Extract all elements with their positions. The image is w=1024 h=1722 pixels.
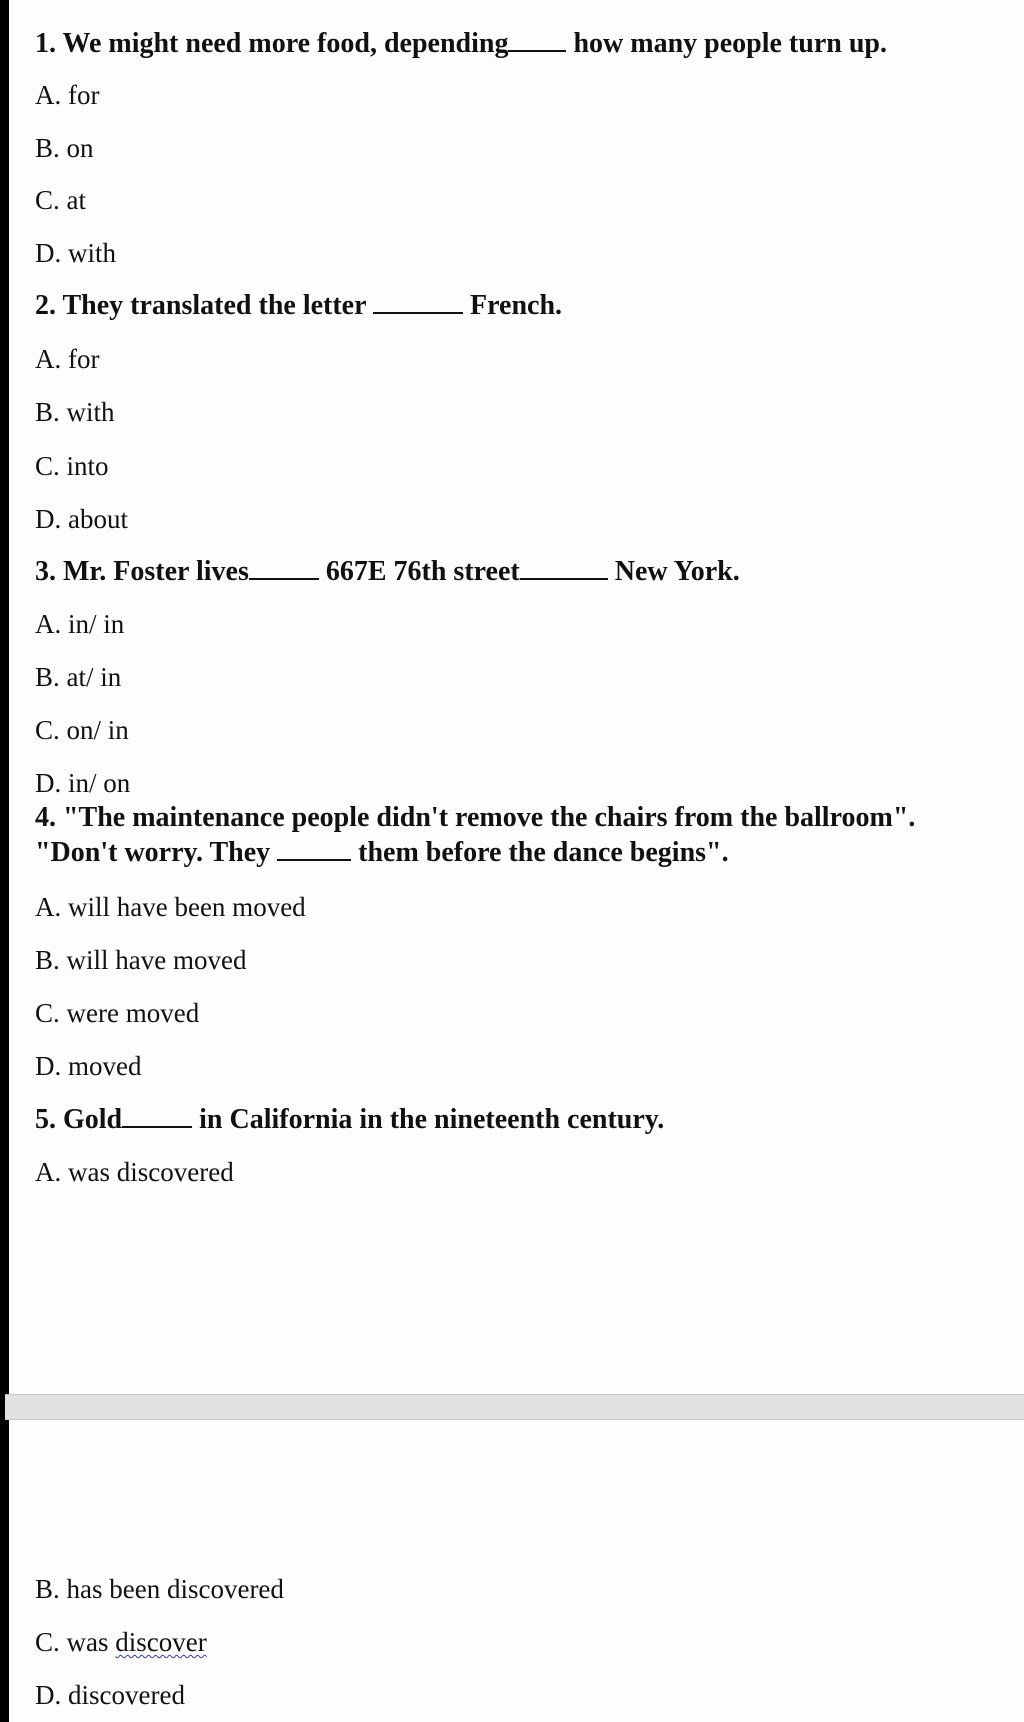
question-1-text-before: 1. We might need more food, depending [35,28,509,59]
question-3-blank-1 [249,556,319,580]
question-4-option-c: C. were moved [35,998,200,1028]
question-3-blank-2 [520,556,608,580]
question-4-blank [277,837,351,861]
question-3-text-middle: 667E 76th street [318,556,520,587]
question-2-text-after: French. [463,290,563,321]
question-5-option-c-text: C. was [35,1627,116,1657]
question-1-text-after: how many people turn up. [566,28,887,59]
question-4-option-a: A. will have been moved [35,892,306,922]
question-5-text-before: 5. Gold [35,1104,123,1135]
question-4-option-b: B. will have moved [35,945,247,975]
question-3-stem [35,556,740,588]
spellcheck-flagged-word[interactable]: discover [115,1627,207,1657]
question-2-blank [373,290,463,314]
question-4-text-before: "Don't worry. They [35,837,278,868]
question-2-option-c: C. into [35,451,109,481]
page-left-edge [5,0,9,1722]
question-1-option-a: A. for [35,80,100,110]
question-3-text-before: 3. Mr. Foster lives [35,556,249,587]
question-2-stem [35,290,562,322]
question-5-option-c [35,1627,207,1658]
question-2-option-b: B. with [35,397,115,427]
question-5-text-after: in California in the nineteenth century. [192,1104,665,1135]
document-page [5,0,1024,1722]
question-1-option-d: D. with [35,238,116,268]
question-1-option-c: C. at [35,185,86,215]
question-3-option-d: D. in/ on [35,768,131,798]
question-5-blank [122,1104,192,1128]
question-1-stem [35,28,887,60]
question-4-text-after: them before the dance begins". [351,837,729,868]
question-3-option-c: C. on/ in [35,715,129,745]
question-5-option-d: D. discovered [35,1680,185,1710]
question-5-option-b: B. has been discovered [35,1574,284,1604]
question-2-text-before: 2. They translated the letter [35,290,374,321]
page-break-gap [5,1394,1024,1420]
question-5-stem [35,1104,664,1136]
question-1-blank [508,28,566,52]
question-3-text-after: New York. [607,556,740,587]
question-5-option-a: A. was discovered [35,1157,234,1187]
question-4-stem-line-2 [35,837,729,869]
question-2-option-d: D. about [35,504,128,534]
question-1-option-b: B. on [35,133,94,163]
question-2-option-a: A. for [35,344,100,374]
question-3-option-b: B. at/ in [35,662,122,692]
question-3-option-a: A. in/ in [35,609,125,639]
question-4-stem-line-1: 4. "The maintenance people didn't remove the chairs from the ballroom". [35,802,916,833]
question-4-option-d: D. moved [35,1051,142,1081]
